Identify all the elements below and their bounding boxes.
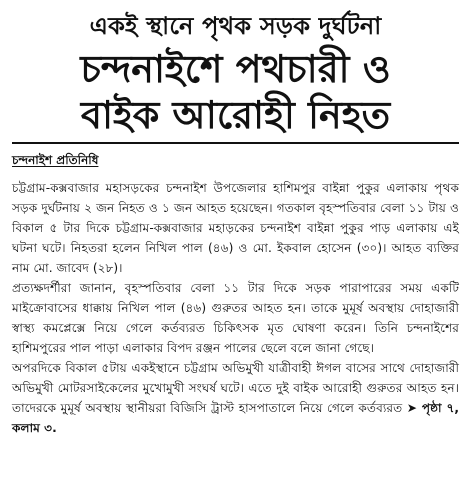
news-clipping bbox=[0, 12, 471, 494]
headline-line-2: বাইক আরোহী নিহত bbox=[80, 93, 391, 137]
paragraph-2: প্রত্যক্ষদর্শীরা জানান, বৃহস্পতিবার বেলা ১১ টার দিকে সড়ক পারাপারের সময় একটি মাইক্রোবাসের ধাক্কায় নিখিল পাল (৪৬) গুরুতর আহত হন। তাকে মুমূর্ষ অবস্থায় দোহাজারী স্বাস্থ্য কমপ্লেক্সে নিয়ে গেলে কর্তব্যরত চিকিৎসক মৃত ঘোষণা করেন। তিনি চন্দনাইশের হাশিমপুরের পাল পাড়া এলাকার বিপদ রঞ্জন পালের ছেলে বলে জানা গেছে। bbox=[12, 281, 459, 355]
divider bbox=[12, 142, 459, 144]
headline bbox=[12, 46, 459, 138]
paragraph-3 bbox=[12, 358, 459, 438]
continuation-jump: ➤ পৃষ্ঠা ৭, কলাম ৩. bbox=[12, 401, 460, 435]
paragraph-3-text: অপরদিকে বিকাল ৫টায় একইস্থানে চট্টগ্রাম অভিমুখী যাত্রীবাহী ঈগল বাসের সাথে দোহাজারী অভিমুখী মোটরসাইকেলের মুখোমুখী সংঘর্ষ ঘটে। এতে দুই বাইক আরোহী গুরুতর আহত হন। তাদেরকে মুমূর্ষ অবস্থায় স্থানীয়রা বিজিসি ট্রাস্ট হাসপাতালে নিয়ে গেলে কর্তব্যরত bbox=[12, 361, 459, 415]
article-body bbox=[12, 178, 459, 438]
headline-line-1: চন্দনাইশে পথচারী ও bbox=[80, 47, 391, 91]
byline: চন্দনাইশ প্রতিনিধি bbox=[12, 153, 99, 167]
paragraph-1: চট্টগ্রাম-কক্সবাজার মহাসড়কের চন্দনাইশ উপজেলার হাশিমপুর বাইন্না পুকুর এলাকায় পৃথক সড়ক দুর্ঘটনায় ২ জন নিহত ও ১ জন আহত হয়েছেন। গতকাল বৃহস্পতিবার বেলা ১১ টায় ও বিকাল ৫ টার দিকে চট্টগ্রাম-কক্সবাজার মহাড়কের চন্দনাইশ বাইন্না পুকুর পাড় এলাকায় এই ঘটনা ঘটে। নিহতরা হলেন নিখিল পাল (৪৬) ও মো. ইকবাল হোসেন (৩০)। আহত ব্যক্তির নাম মো. জাবেদ (২৮)। bbox=[12, 181, 459, 275]
kicker-headline: একই স্থানে পৃথক সড়ক দুর্ঘটনা bbox=[89, 12, 382, 40]
